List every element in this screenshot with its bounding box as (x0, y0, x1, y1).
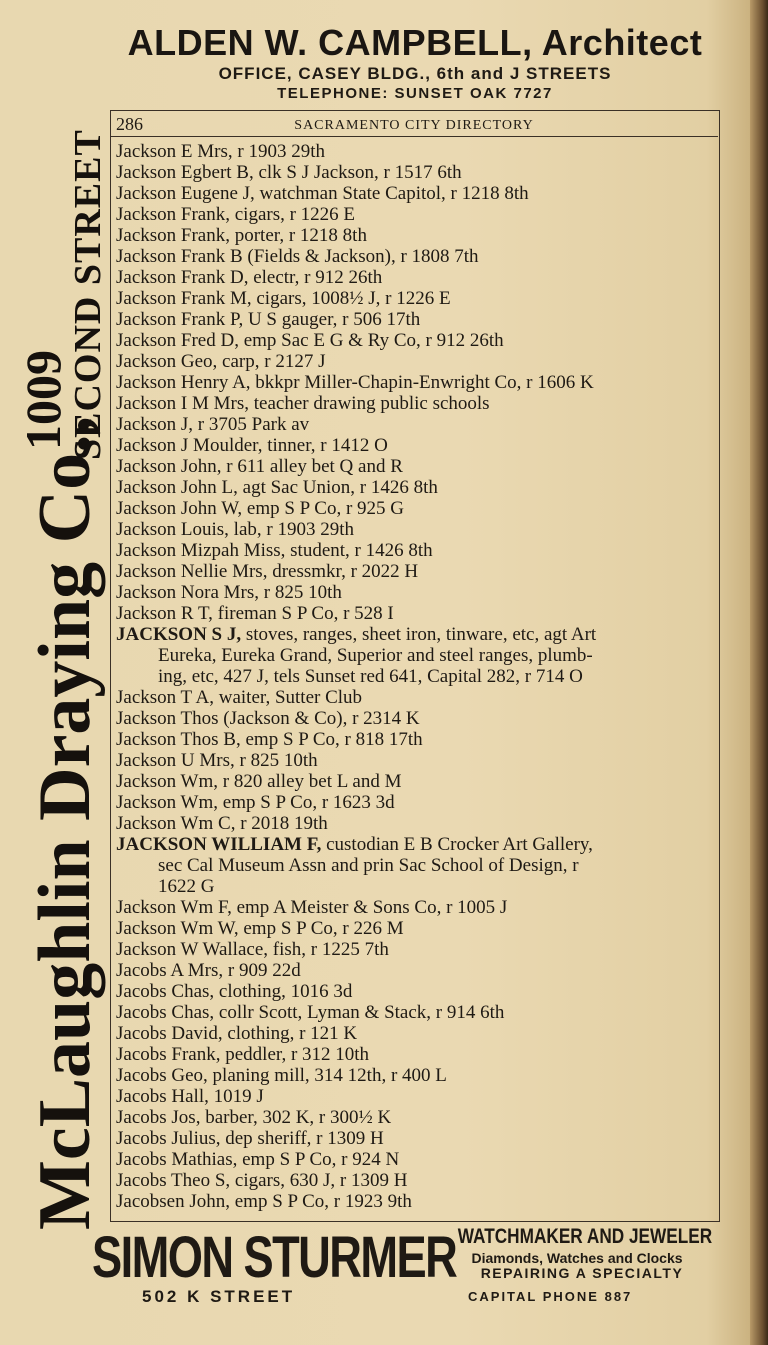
directory-entry (116, 624, 716, 645)
bottom-ad-goods: Diamonds, Watches and Clocks (471, 1250, 683, 1266)
entry-text: Jacobs Hall, 1019 J (116, 1086, 264, 1107)
entry-text: Jackson Mizpah Miss, student, r 1426 8th (116, 540, 433, 561)
directory-entry (116, 729, 716, 750)
entry-text: Jacobs A Mrs, r 909 22d (116, 960, 301, 981)
entry-text: ing, etc, 427 J, tels Sunset red 641, Capital 282, r 714 O (158, 666, 583, 687)
entry-text: Jackson Egbert B, clk S J Jackson, r 1517 6th (116, 162, 462, 183)
directory-entry (116, 204, 716, 225)
entry-text: Jackson Wm W, emp S P Co, r 226 M (116, 918, 404, 939)
directory-entry (116, 1065, 716, 1086)
bottom-ad-specialty: REPAIRING A SPECIALTY (480, 1265, 684, 1281)
directory-entry (116, 1107, 716, 1128)
side-ad (15, 110, 110, 1230)
entry-text: Jackson Frank, cigars, r 1226 E (116, 204, 356, 225)
entry-text: Jackson J, r 3705 Park av (116, 414, 310, 435)
directory-entry (116, 582, 716, 603)
directory-entry (116, 246, 716, 267)
entry-bold-name: JACKSON S J, (116, 624, 242, 645)
directory-entry (116, 813, 716, 834)
directory-entry (116, 540, 716, 561)
directory-entry (116, 1044, 716, 1065)
directory-entry (116, 372, 716, 393)
bottom-ad-phone: CAPITAL PHONE 887 (468, 1289, 633, 1304)
directory-entry (116, 561, 716, 582)
directory-entry (116, 288, 716, 309)
entry-text: Jackson Thos (Jackson & Co), r 2314 K (116, 708, 420, 729)
directory-entry (116, 141, 716, 162)
entry-text: Jackson Fred D, emp Sac E G & Ry Co, r 912 26th (116, 330, 504, 351)
directory-entry (116, 666, 716, 687)
directory-entry (116, 1023, 716, 1044)
entry-text: Jackson John W, emp S P Co, r 925 G (116, 498, 405, 519)
entry-text: Jackson T A, waiter, Sutter Club (116, 687, 363, 708)
page-number: 286 (116, 114, 143, 134)
bottom-ad-street: 502 K STREET (142, 1287, 296, 1306)
directory-entry (116, 981, 716, 1002)
entry-text: sec Cal Museum Assn and prin Sac School of Design, r (158, 855, 579, 876)
entry-text: Jackson Henry A, bkkpr Miller-Chapin-Enwright Co, r 1606 K (116, 372, 594, 393)
directory-entry (116, 162, 716, 183)
entry-text: Jacobs David, clothing, r 121 K (116, 1023, 358, 1044)
entry-text: Jackson R T, fireman S P Co, r 528 I (116, 603, 394, 624)
entry-text: Jackson I M Mrs, teacher drawing public schools (116, 393, 490, 414)
directory-entry (116, 267, 716, 288)
directory-entry (116, 939, 716, 960)
entry-text: Jackson Nora Mrs, r 825 10th (116, 582, 342, 603)
entry-text: 1622 G (158, 876, 215, 897)
directory-entry (116, 960, 716, 981)
directory-entry (116, 330, 716, 351)
directory-entry (116, 792, 716, 813)
entry-text: Jackson Wm F, emp A Meister & Sons Co, r 1005 J (116, 897, 508, 918)
directory-entry (116, 1191, 716, 1212)
entry-text: Jackson Nellie Mrs, dressmkr, r 2022 H (116, 561, 419, 582)
entry-text: Jacobs Chas, clothing, 1016 3d (116, 981, 353, 1002)
entry-bold-name: JACKSON WILLIAM F, (116, 834, 322, 855)
directory-entry (116, 393, 716, 414)
directory-entry (116, 1002, 716, 1023)
directory-entry (116, 834, 716, 855)
directory-entry (116, 477, 716, 498)
side-ad-number: 1009 (15, 350, 71, 450)
directory-entry (116, 309, 716, 330)
directory-entry (116, 1170, 716, 1191)
entry-text: Jacobs Julius, dep sheriff, r 1309 H (116, 1128, 384, 1149)
entry-text: Jackson U Mrs, r 825 10th (116, 750, 318, 771)
entry-text: Jackson John L, agt Sac Union, r 1426 8th (116, 477, 438, 498)
directory-entry (116, 855, 716, 876)
directory-entry (116, 1128, 716, 1149)
book-edge (750, 0, 768, 1345)
directory-entry (116, 1086, 716, 1107)
directory-entry (116, 456, 716, 477)
entry-text: Jackson Wm, emp S P Co, r 1623 3d (116, 792, 395, 813)
directory-entries (116, 141, 716, 1212)
entry-text: Jackson Frank D, electr, r 912 26th (116, 267, 383, 288)
directory-entry (116, 519, 716, 540)
entry-text: Jackson W Wallace, fish, r 1225 7th (116, 939, 389, 960)
entry-text: Jackson Wm C, r 2018 19th (116, 813, 328, 834)
directory-entry (116, 603, 716, 624)
directory-entry (116, 435, 716, 456)
directory-entry (116, 708, 716, 729)
entry-text: Jacobs Theo S, cigars, 630 J, r 1309 H (116, 1170, 408, 1191)
directory-entry (116, 771, 716, 792)
top-ad-title: ALDEN W. CAMPBELL, Architect (127, 22, 703, 63)
directory-entry (116, 645, 716, 666)
entry-text: custodian E B Crocker Art Gallery, (321, 834, 593, 855)
entry-text: Jackson Geo, carp, r 2127 J (116, 351, 326, 372)
entry-text: Jacobs Chas, collr Scott, Lyman & Stack, r 914 6th (116, 1002, 505, 1023)
directory-entry (116, 918, 716, 939)
directory-entry (116, 498, 716, 519)
top-ad-office: OFFICE, CASEY BLDG., 6th and J STREETS (218, 64, 612, 83)
entry-text: Jackson Frank, porter, r 1218 8th (116, 225, 367, 246)
bottom-ad-name: SIMON STURMER (92, 1225, 457, 1290)
entry-text: Jackson Wm, r 820 alley bet L and M (116, 771, 402, 792)
directory-entry (116, 897, 716, 918)
directory-entry (116, 876, 716, 897)
directory-entry (116, 351, 716, 372)
entry-text: Jacobs Jos, barber, 302 K, r 300½ K (116, 1107, 392, 1128)
entry-text: Jackson Thos B, emp S P Co, r 818 17th (116, 729, 423, 750)
entry-text: Jackson Eugene J, watchman State Capitol, r 1218 8th (116, 183, 529, 204)
directory-entry (116, 687, 716, 708)
entry-text: Jackson Frank P, U S gauger, r 506 17th (116, 309, 421, 330)
directory-entry (116, 414, 716, 435)
side-ad-name: McLaughlin Draying Co., (24, 415, 106, 1230)
entry-text: Jackson Frank M, cigars, 1008½ J, r 1226 E (116, 288, 451, 309)
entry-text: Jackson J Moulder, tinner, r 1412 O (116, 435, 388, 456)
directory-entry (116, 225, 716, 246)
entry-text: Jackson Frank B (Fields & Jackson), r 1808 7th (116, 246, 479, 267)
entry-text: Jackson John, r 611 alley bet Q and R (116, 456, 403, 477)
running-head: SACRAMENTO CITY DIRECTORY (294, 118, 534, 133)
entry-text: Jacobs Frank, peddler, r 312 10th (116, 1044, 370, 1065)
directory-entry (116, 750, 716, 771)
top-ad-telephone: TELEPHONE: SUNSET OAK 7727 (277, 85, 553, 102)
bottom-ad-trade: WATCHMAKER AND JEWELER (457, 1225, 713, 1248)
entry-text: Jackson E Mrs, r 1903 29th (116, 141, 325, 162)
directory-entry (116, 1149, 716, 1170)
entry-text: stoves, ranges, sheet iron, tinware, etc, agt Art (241, 624, 597, 645)
entry-text: Jacobs Geo, planing mill, 314 12th, r 400 L (116, 1065, 447, 1086)
entry-text: Eureka, Eureka Grand, Superior and steel ranges, plumb- (158, 645, 593, 666)
entry-text: Jacobsen John, emp S P Co, r 1923 9th (116, 1191, 412, 1212)
directory-entry (116, 183, 716, 204)
entry-text: Jackson Louis, lab, r 1903 29th (116, 519, 355, 540)
side-ad-street: SECOND STREET (67, 129, 109, 460)
entry-text: Jacobs Mathias, emp S P Co, r 924 N (116, 1149, 400, 1170)
